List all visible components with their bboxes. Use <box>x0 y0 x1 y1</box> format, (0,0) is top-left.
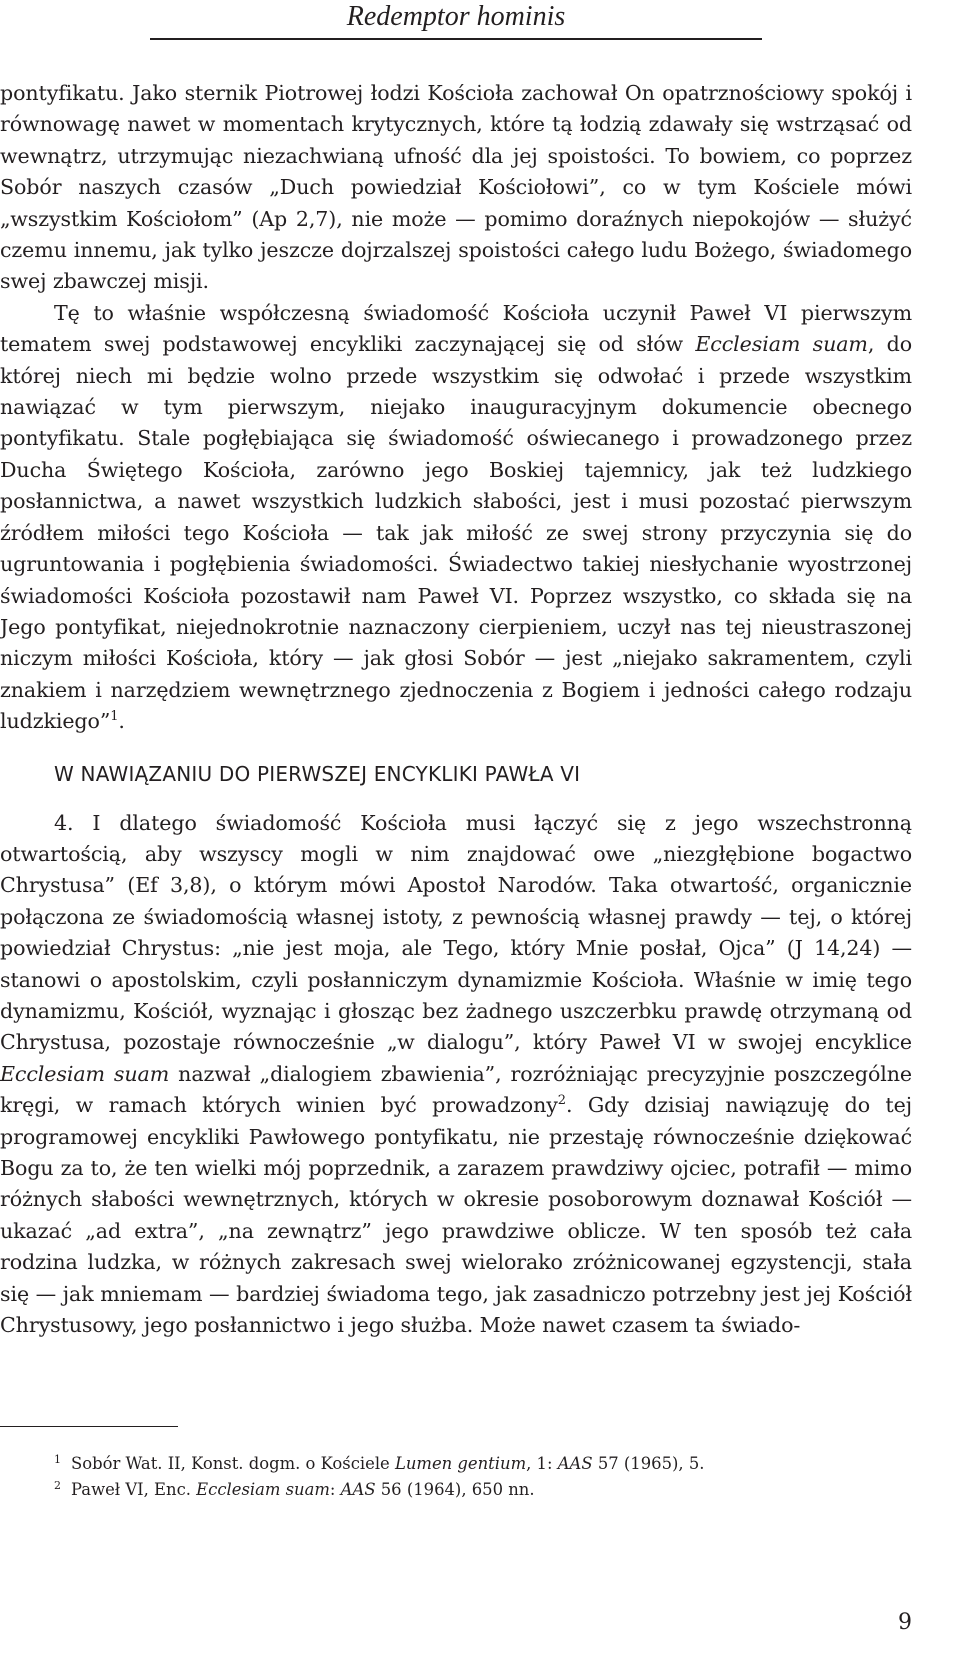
footnote-text: 57 (1965), 5. <box>592 1454 705 1473</box>
paragraph-2-italic-title: Ecclesiam suam <box>695 332 868 357</box>
section-heading: W NAWIĄZANIU DO PIERWSZEJ ENCYKLIKI PAWŁA VI <box>54 761 581 786</box>
paragraph-1-text: pontyfikatu. Jako sternik Piotrowej łodzi Kościoła zachował On opatrznościowy spokój i równowagę nawet w momentach krytycznych, które tą łodzią zdawały się wstrząsać od wewnątrz, utrzymując niezachwianą ufność dla jej spoistości. To bowiem, co poprzez Sobór naszych czasów „Duch powiedział Kościołowi”, co w tym Kościele mówi „wszystkim Kościołom” (Ap 2,7), nie może — pomimo doraźnych niepokojów — służyć czemu innemu, jak tylko jeszcze dojrzalszej spoistości całego ludu Bożego, świadomego swej zbawczej misji. <box>0 81 912 294</box>
paragraph-3 <box>0 808 912 1342</box>
footnote-italic: AAS <box>340 1480 376 1499</box>
header-rule <box>150 38 762 40</box>
paragraph-3-text-c: . Gdy dzisiaj nawiązuję do tej programowej encykliki Pawłowego pontyfikatu, nie przestaję równocześnie dziękować Bogu za to, że ten wielki mój poprzednik, a zarazem prawdziwy ojciec, potrafił — mimo różnych słabości wewnętrznych, których w okresie posoborowym doznawał Kościół — ukazać „ad extra”, „na zewnątrz” jego prawdziwe oblicze. W ten sposób też cała rodzina ludzka, w różnych zakresach swej wielorako zróżnicowanej egzystencji, stała się — jak mniemam — bardziej świadoma tego, jak zasadniczo potrzebny jest jej Kościół Chrystusowy, jego posłannictwo i jego służba. Może nawet czasem ta świado- <box>0 1093 912 1338</box>
footnote-text: Sobór Wat. II, Konst. dogm. o Kościele <box>71 1454 395 1473</box>
paragraph-1 <box>0 78 912 298</box>
footnotes <box>54 1451 912 1503</box>
footnote-2 <box>54 1477 912 1503</box>
footnote-rule <box>0 1426 178 1427</box>
running-title: Redemptor hominis <box>346 1 566 32</box>
paragraph-3-text-a: 4. I dlatego świadomość Kościoła musi łączyć się z jego wszechstronną otwartością, aby wszyscy mogli w nim znajdować owe „niezgłębione bogactwo Chrystusa” (Ef 3,8), o którym mówi Apostoł Narodów. Taka otwartość, organicznie połączona ze świadomością własnej istoty, z pewnością własnej prawdy — tej, o której powiedział Chrystus: „nie jest moja, ale Tego, który Mnie posłał, Ojca” (J 14,24) — stanowi o apostolskim, czyli posłanniczym dynamizmie Kościoła. Właśnie w imię tego dynamizmu, Kościół, wyznając i głosząc bez żadnego uszczerbku prawdę otrzymaną od Chrystusa, pozostaje równocześnie „w dialogu”, który Paweł VI w swojej encyklice <box>0 810 912 1055</box>
paragraph-3-text-b: nazwał „dialogiem zbawienia”, rozróżniając precyzyjnie poszczególne kręgi, w ramach których winien być prowadzony <box>0 1061 912 1118</box>
paragraph-2-text-b: , do której niech mi będzie wolno przede wszystkim się odwołać i przede wszystkim nawiązać w tym pierwszym, niejako inauguracyjnym dokumencie obecnego pontyfikatu. Stale pogłębiająca się świadomość oświecanego i prowadzonego przez Ducha Świętego Kościoła, zarówno jego Boskiej tajemnicy, jak też ludzkiego posłannictwa, a nawet wszystkich ludzkich słabości, jest i musi pozostać pierwszym źródłem miłości tego Kościoła — tak jak miłość ze swej strony przyczynia się do ugruntowania i pogłębienia świadomości. Świadectwo takiej niesłychanie wyostrzonej świadomości Kościoła pozostawił nam Paweł VI. Poprzez wszystko, co składa się na Jego pontyfikat, niejednokrotnie naznaczony cierpieniem, uczył nas tej nieustraszonej niczym miłości Kościoła, który — jak głosi Sobór — jest „niejako sakramentem, czyli znakiem i narzędziem wewnętrznego zjednoczenia z Bogiem i jedności całego rodzaju ludzkiego” <box>0 332 912 734</box>
footnote-text: 56 (1964), 650 nn. <box>375 1480 535 1499</box>
footnote-1 <box>54 1451 912 1477</box>
footnote-italic: Lumen gentium <box>394 1454 527 1473</box>
paragraph-2-end: . <box>118 709 125 734</box>
body-text <box>0 78 912 1341</box>
footnote-ref-2[interactable]: 2 <box>557 1093 566 1109</box>
paragraph-3-italic-title: Ecclesiam suam <box>0 1061 170 1086</box>
footnote-text: , 1: <box>526 1454 558 1473</box>
footnote-ref-1[interactable]: 1 <box>110 709 119 725</box>
page-number: 9 <box>898 1610 912 1635</box>
footnote-text: : <box>329 1480 341 1499</box>
footnote-number: 1 <box>54 1452 61 1466</box>
footnote-number: 2 <box>54 1478 61 1492</box>
paragraph-2-text-a: Tę to właśnie współczesną świadomość Kościoła uczynił Paweł VI pierwszym tematem swej podstawowej encykliki zaczynającej się od słów <box>0 300 912 357</box>
footnote-italic: Ecclesiam suam <box>196 1480 330 1499</box>
footnote-italic: AAS <box>557 1454 593 1473</box>
footnote-text: Paweł VI, Enc. <box>71 1480 197 1499</box>
paragraph-2 <box>0 298 912 738</box>
